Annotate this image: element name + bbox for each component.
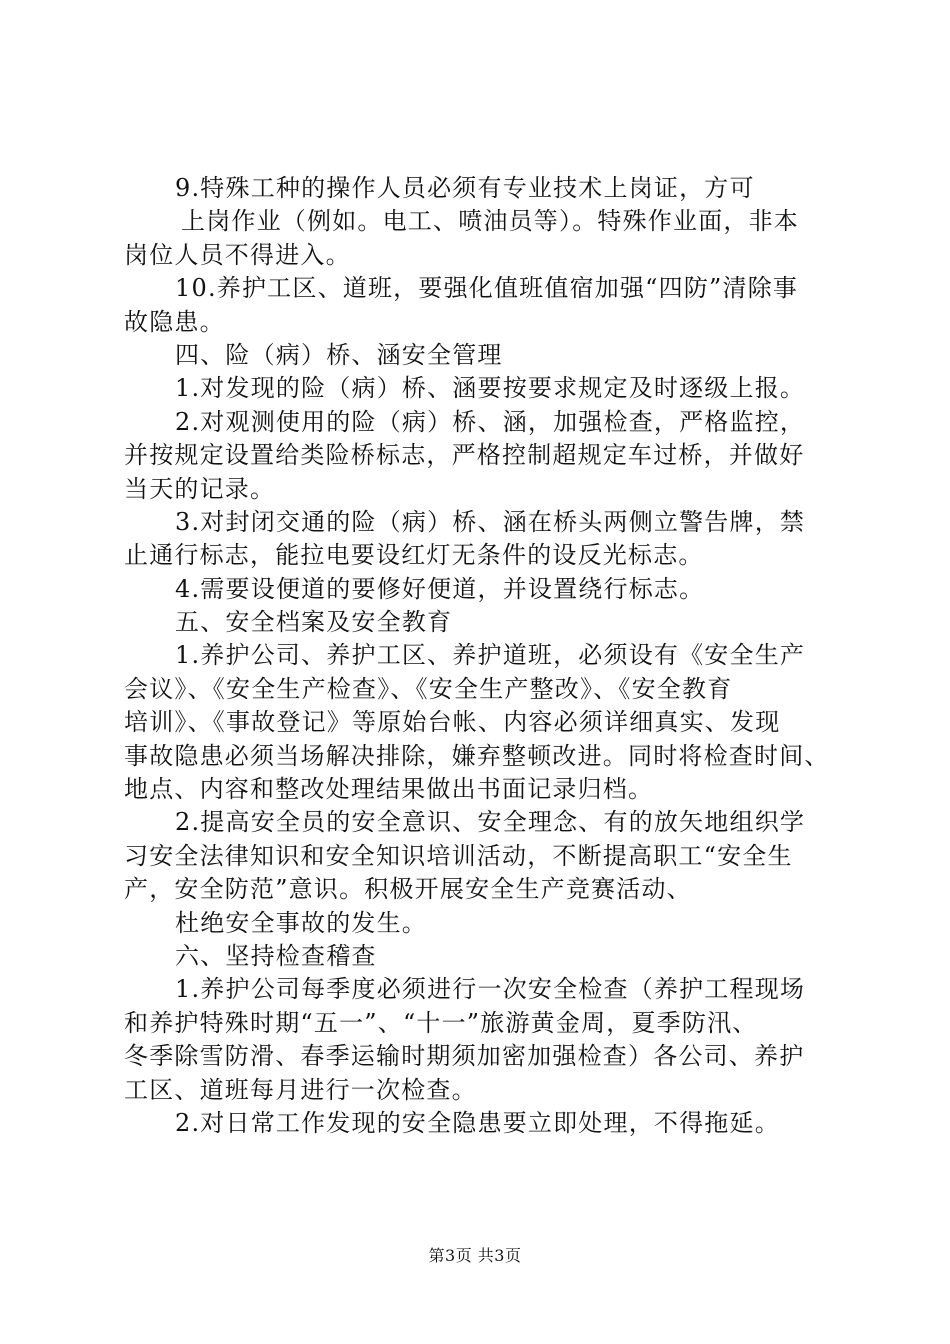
- section-heading: 六、坚持检查稽查: [175, 941, 377, 970]
- paragraph-line: 故隐患。: [124, 307, 225, 336]
- section-heading: 四、险（病）桥、涵安全管理: [175, 340, 503, 369]
- paragraph-line: 3.对封闭交通的险（病）桥、涵在桥头两侧立警告牌，禁: [175, 507, 806, 536]
- paragraph-line: 岗位人员不得进入。: [124, 240, 351, 269]
- paragraph-line: 上岗作业（例如。电工、喷油员等）。特殊作业面，非本: [181, 207, 799, 236]
- section-heading: 五、安全档案及安全教育: [175, 608, 453, 637]
- paragraph-line: 9.特殊工种的操作人员必须有专业技术上岗证，方可: [175, 174, 755, 202]
- paragraph-line: 10.养护工区、道班，要强化值班值宿加强“四防”清除事: [175, 274, 799, 303]
- paragraph-line: 2.提高安全员的安全意识、安全理念、有的放矢地组织学: [175, 808, 806, 837]
- paragraph-line: 当天的记录。: [124, 474, 276, 503]
- paragraph-line: 事故隐患必须当场解决排除，嫌弃整顿改进。同时将检查时间、: [124, 741, 830, 770]
- paragraph-line: 工区、道班每月进行一次检查。: [124, 1075, 477, 1104]
- paragraph-line: 会议》、《安全生产检查》、《安全生产整改》、《安全教育: [124, 674, 733, 703]
- paragraph-line: 2.对日常工作发现的安全隐患要立即处理，不得拖延。: [175, 1108, 780, 1137]
- paragraph-line: 1.对发现的险（病）桥、涵要按要求规定及时逐级上报。: [175, 374, 806, 403]
- paragraph-line: 2.对观测使用的险（病）桥、涵，加强检查，严格监控，: [175, 407, 806, 436]
- paragraph-line: 地点、内容和整改处理结果做出书面记录归档。: [124, 775, 654, 804]
- paragraph-line: 习安全法律知识和安全知识培训活动，不断提高职工“安全生: [124, 841, 793, 870]
- paragraph-line: 止通行标志，能拉电要设红灯无条件的设反光标志。: [124, 541, 704, 570]
- paragraph-line: 1.养护公司每季度必须进行一次安全检查（养护工程现场: [175, 975, 806, 1004]
- document-body: [124, 172, 834, 1140]
- paragraph-line: 1.养护公司、养护工区、养护道班，必须设有《安全生产: [175, 641, 806, 670]
- paragraph-line: 4.需要设便道的要修好便道，并设置绕行标志。: [175, 574, 705, 603]
- paragraph-line: 和养护特殊时期“五一”、“十一”旅游黄金周，夏季防汛、: [124, 1008, 758, 1037]
- paragraph-line: 并按规定设置给类险桥标志，严格控制超规定车过桥，并做好: [124, 441, 805, 470]
- page-footer: 第3页 共3页: [428, 1246, 522, 1265]
- paragraph-line: 培训》、《事故登记》等原始台帐、内容必须详细真实、发现: [124, 708, 781, 737]
- paragraph-line: 产，安全防范”意识。积极开展安全生产竞赛活动、: [124, 875, 692, 904]
- paragraph-line: 冬季除雪防滑、春季运输时期须加密加强检查）各公司、养护: [124, 1042, 805, 1071]
- paragraph-line: 杜绝安全事故的发生。: [175, 908, 427, 937]
